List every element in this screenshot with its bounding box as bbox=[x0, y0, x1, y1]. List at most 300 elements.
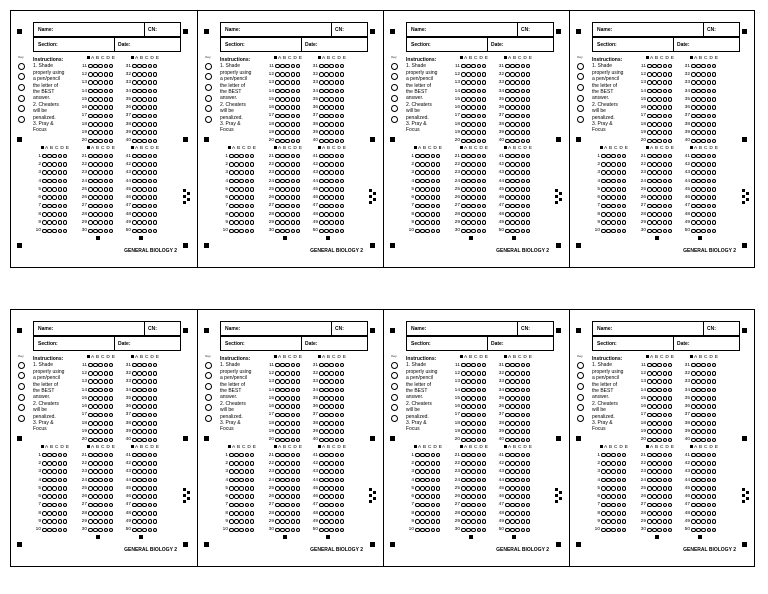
answer-bubble[interactable] bbox=[340, 97, 345, 102]
answer-bubble[interactable] bbox=[505, 503, 510, 508]
answer-bubble[interactable] bbox=[109, 64, 114, 69]
answer-bubble[interactable] bbox=[521, 421, 526, 426]
answer-bubble[interactable] bbox=[431, 519, 436, 524]
answer-bubble[interactable] bbox=[461, 519, 466, 524]
answer-bubble[interactable] bbox=[668, 371, 673, 376]
answer-bubble[interactable] bbox=[137, 97, 142, 102]
answer-bubble[interactable] bbox=[63, 229, 68, 234]
answer-bubble[interactable] bbox=[63, 162, 68, 167]
answer-bubble[interactable] bbox=[431, 162, 436, 167]
answer-bubble[interactable] bbox=[647, 64, 652, 69]
answer-bubble[interactable] bbox=[239, 195, 244, 200]
key-bubble[interactable] bbox=[18, 63, 25, 70]
answer-bubble[interactable] bbox=[148, 396, 153, 401]
answer-bubble[interactable] bbox=[510, 154, 515, 159]
answer-bubble[interactable] bbox=[461, 130, 466, 135]
answer-bubble[interactable] bbox=[647, 130, 652, 135]
answer-bubble[interactable] bbox=[521, 396, 526, 401]
answer-bubble[interactable] bbox=[436, 195, 441, 200]
answer-bubble[interactable] bbox=[340, 204, 345, 209]
answer-bubble[interactable] bbox=[657, 379, 662, 384]
answer-bubble[interactable] bbox=[234, 195, 239, 200]
answer-bubble[interactable] bbox=[663, 105, 668, 110]
answer-bubble[interactable] bbox=[280, 453, 285, 458]
answer-bubble[interactable] bbox=[663, 469, 668, 474]
answer-bubble[interactable] bbox=[239, 486, 244, 491]
answer-bubble[interactable] bbox=[132, 396, 137, 401]
answer-bubble[interactable] bbox=[324, 413, 329, 418]
answer-bubble[interactable] bbox=[98, 494, 103, 499]
answer-bubble[interactable] bbox=[617, 162, 622, 167]
answer-bubble[interactable] bbox=[132, 220, 137, 225]
answer-bubble[interactable] bbox=[647, 429, 652, 434]
answer-bubble[interactable] bbox=[466, 486, 471, 491]
answer-bubble[interactable] bbox=[88, 379, 93, 384]
answer-bubble[interactable] bbox=[132, 519, 137, 524]
answer-bubble[interactable] bbox=[425, 519, 430, 524]
answer-bubble[interactable] bbox=[505, 80, 510, 85]
answer-bubble[interactable] bbox=[63, 453, 68, 458]
answer-bubble[interactable] bbox=[691, 421, 696, 426]
answer-bubble[interactable] bbox=[229, 220, 234, 225]
answer-bubble[interactable] bbox=[229, 461, 234, 466]
answer-bubble[interactable] bbox=[477, 494, 482, 499]
key-bubble[interactable] bbox=[577, 84, 584, 91]
answer-bubble[interactable] bbox=[510, 204, 515, 209]
answer-bubble[interactable] bbox=[707, 461, 712, 466]
answer-bubble[interactable] bbox=[696, 494, 701, 499]
answer-bubble[interactable] bbox=[340, 64, 345, 69]
answer-bubble[interactable] bbox=[104, 122, 109, 127]
key-bubble[interactable] bbox=[205, 84, 212, 91]
answer-bubble[interactable] bbox=[617, 170, 622, 175]
answer-bubble[interactable] bbox=[505, 461, 510, 466]
answer-bubble[interactable] bbox=[285, 396, 290, 401]
answer-bubble[interactable] bbox=[104, 528, 109, 533]
answer-bubble[interactable] bbox=[657, 162, 662, 167]
answer-bubble[interactable] bbox=[515, 187, 520, 192]
answer-bubble[interactable] bbox=[431, 229, 436, 234]
answer-bubble[interactable] bbox=[280, 469, 285, 474]
answer-bubble[interactable] bbox=[471, 404, 476, 409]
answer-bubble[interactable] bbox=[329, 461, 334, 466]
answer-bubble[interactable] bbox=[652, 229, 657, 234]
answer-bubble[interactable] bbox=[663, 363, 668, 368]
answer-bubble[interactable] bbox=[296, 461, 301, 466]
answer-bubble[interactable] bbox=[132, 438, 137, 443]
answer-bubble[interactable] bbox=[93, 413, 98, 418]
answer-bubble[interactable] bbox=[275, 511, 280, 516]
answer-bubble[interactable] bbox=[663, 229, 668, 234]
answer-bubble[interactable] bbox=[461, 494, 466, 499]
answer-bubble[interactable] bbox=[42, 519, 47, 524]
answer-bubble[interactable] bbox=[329, 404, 334, 409]
answer-bubble[interactable] bbox=[461, 122, 466, 127]
answer-bubble[interactable] bbox=[425, 187, 430, 192]
answer-bubble[interactable] bbox=[526, 363, 531, 368]
answer-bubble[interactable] bbox=[42, 229, 47, 234]
answer-bubble[interactable] bbox=[137, 80, 142, 85]
answer-bubble[interactable] bbox=[510, 519, 515, 524]
answer-bubble[interactable] bbox=[471, 388, 476, 393]
answer-bubble[interactable] bbox=[477, 503, 482, 508]
answer-bubble[interactable] bbox=[335, 97, 340, 102]
answer-bubble[interactable] bbox=[510, 379, 515, 384]
answer-bubble[interactable] bbox=[285, 453, 290, 458]
answer-bubble[interactable] bbox=[296, 204, 301, 209]
answer-bubble[interactable] bbox=[335, 438, 340, 443]
answer-bubble[interactable] bbox=[505, 89, 510, 94]
answer-bubble[interactable] bbox=[461, 469, 466, 474]
answer-bubble[interactable] bbox=[109, 187, 114, 192]
answer-bubble[interactable] bbox=[657, 511, 662, 516]
answer-bubble[interactable] bbox=[617, 229, 622, 234]
answer-bubble[interactable] bbox=[606, 162, 611, 167]
answer-bubble[interactable] bbox=[482, 80, 487, 85]
answer-bubble[interactable] bbox=[601, 162, 606, 167]
answer-bubble[interactable] bbox=[712, 80, 717, 85]
answer-bubble[interactable] bbox=[647, 229, 652, 234]
answer-bubble[interactable] bbox=[285, 494, 290, 499]
answer-bubble[interactable] bbox=[47, 461, 52, 466]
answer-bubble[interactable] bbox=[482, 438, 487, 443]
answer-bubble[interactable] bbox=[510, 528, 515, 533]
answer-bubble[interactable] bbox=[471, 396, 476, 401]
answer-bubble[interactable] bbox=[477, 478, 482, 483]
answer-bubble[interactable] bbox=[132, 486, 137, 491]
answer-bubble[interactable] bbox=[275, 461, 280, 466]
answer-bubble[interactable] bbox=[691, 429, 696, 434]
answer-bubble[interactable] bbox=[93, 461, 98, 466]
answer-bubble[interactable] bbox=[229, 486, 234, 491]
answer-bubble[interactable] bbox=[132, 105, 137, 110]
answer-bubble[interactable] bbox=[132, 154, 137, 159]
answer-bubble[interactable] bbox=[691, 179, 696, 184]
answer-bubble[interactable] bbox=[521, 453, 526, 458]
answer-bubble[interactable] bbox=[335, 519, 340, 524]
answer-bubble[interactable] bbox=[52, 195, 57, 200]
key-bubble[interactable] bbox=[18, 73, 25, 80]
answer-bubble[interactable] bbox=[601, 195, 606, 200]
answer-bubble[interactable] bbox=[707, 363, 712, 368]
answer-bubble[interactable] bbox=[515, 519, 520, 524]
answer-bubble[interactable] bbox=[291, 97, 296, 102]
answer-bubble[interactable] bbox=[691, 438, 696, 443]
answer-bubble[interactable] bbox=[482, 122, 487, 127]
answer-bubble[interactable] bbox=[701, 72, 706, 77]
answer-bubble[interactable] bbox=[425, 154, 430, 159]
answer-bubble[interactable] bbox=[652, 486, 657, 491]
answer-bubble[interactable] bbox=[663, 204, 668, 209]
answer-bubble[interactable] bbox=[47, 494, 52, 499]
answer-bubble[interactable] bbox=[319, 229, 324, 234]
answer-bubble[interactable] bbox=[153, 469, 158, 474]
answer-bubble[interactable] bbox=[712, 453, 717, 458]
answer-bubble[interactable] bbox=[606, 528, 611, 533]
answer-bubble[interactable] bbox=[415, 453, 420, 458]
answer-bubble[interactable] bbox=[63, 170, 68, 175]
answer-bubble[interactable] bbox=[606, 212, 611, 217]
answer-bubble[interactable] bbox=[324, 114, 329, 119]
answer-bubble[interactable] bbox=[622, 179, 627, 184]
answer-bubble[interactable] bbox=[291, 413, 296, 418]
answer-bubble[interactable] bbox=[466, 396, 471, 401]
answer-bubble[interactable] bbox=[340, 179, 345, 184]
answer-bubble[interactable] bbox=[415, 229, 420, 234]
answer-bubble[interactable] bbox=[132, 187, 137, 192]
answer-bubble[interactable] bbox=[420, 170, 425, 175]
key-bubble[interactable] bbox=[18, 362, 25, 369]
answer-bubble[interactable] bbox=[285, 229, 290, 234]
key-bubble[interactable] bbox=[577, 394, 584, 401]
answer-bubble[interactable] bbox=[109, 72, 114, 77]
answer-bubble[interactable] bbox=[701, 438, 706, 443]
answer-bubble[interactable] bbox=[707, 89, 712, 94]
answer-bubble[interactable] bbox=[153, 105, 158, 110]
answer-bubble[interactable] bbox=[324, 122, 329, 127]
answer-bubble[interactable] bbox=[275, 220, 280, 225]
answer-bubble[interactable] bbox=[617, 511, 622, 516]
answer-bubble[interactable] bbox=[657, 139, 662, 144]
answer-bubble[interactable] bbox=[436, 170, 441, 175]
answer-bubble[interactable] bbox=[142, 80, 147, 85]
answer-bubble[interactable] bbox=[526, 195, 531, 200]
answer-bubble[interactable] bbox=[280, 519, 285, 524]
answer-bubble[interactable] bbox=[275, 130, 280, 135]
answer-bubble[interactable] bbox=[239, 187, 244, 192]
answer-bubble[interactable] bbox=[109, 363, 114, 368]
answer-bubble[interactable] bbox=[275, 519, 280, 524]
answer-bubble[interactable] bbox=[707, 80, 712, 85]
answer-bubble[interactable] bbox=[329, 80, 334, 85]
answer-bubble[interactable] bbox=[340, 114, 345, 119]
answer-bubble[interactable] bbox=[335, 511, 340, 516]
answer-bubble[interactable] bbox=[275, 105, 280, 110]
answer-bubble[interactable] bbox=[153, 528, 158, 533]
answer-bubble[interactable] bbox=[104, 469, 109, 474]
answer-bubble[interactable] bbox=[510, 212, 515, 217]
section-date-field[interactable] bbox=[592, 37, 740, 52]
answer-bubble[interactable] bbox=[148, 469, 153, 474]
answer-bubble[interactable] bbox=[250, 453, 255, 458]
answer-bubble[interactable] bbox=[132, 413, 137, 418]
answer-bubble[interactable] bbox=[461, 170, 466, 175]
answer-bubble[interactable] bbox=[93, 528, 98, 533]
answer-bubble[interactable] bbox=[526, 154, 531, 159]
answer-bubble[interactable] bbox=[652, 72, 657, 77]
answer-bubble[interactable] bbox=[701, 404, 706, 409]
answer-bubble[interactable] bbox=[239, 494, 244, 499]
answer-bubble[interactable] bbox=[707, 528, 712, 533]
answer-bubble[interactable] bbox=[52, 229, 57, 234]
answer-bubble[interactable] bbox=[652, 379, 657, 384]
answer-bubble[interactable] bbox=[477, 170, 482, 175]
answer-bubble[interactable] bbox=[296, 429, 301, 434]
answer-bubble[interactable] bbox=[104, 379, 109, 384]
answer-bubble[interactable] bbox=[291, 388, 296, 393]
answer-bubble[interactable] bbox=[415, 162, 420, 167]
answer-bubble[interactable] bbox=[58, 195, 63, 200]
answer-bubble[interactable] bbox=[691, 204, 696, 209]
key-bubble[interactable] bbox=[577, 63, 584, 70]
answer-bubble[interactable] bbox=[42, 453, 47, 458]
answer-bubble[interactable] bbox=[505, 162, 510, 167]
answer-bubble[interactable] bbox=[647, 105, 652, 110]
answer-bubble[interactable] bbox=[234, 469, 239, 474]
answer-bubble[interactable] bbox=[104, 139, 109, 144]
answer-bubble[interactable] bbox=[510, 486, 515, 491]
answer-bubble[interactable] bbox=[515, 220, 520, 225]
answer-bubble[interactable] bbox=[668, 179, 673, 184]
answer-bubble[interactable] bbox=[461, 503, 466, 508]
answer-bubble[interactable] bbox=[712, 97, 717, 102]
answer-bubble[interactable] bbox=[696, 519, 701, 524]
answer-bubble[interactable] bbox=[291, 195, 296, 200]
answer-bubble[interactable] bbox=[280, 220, 285, 225]
answer-bubble[interactable] bbox=[229, 528, 234, 533]
answer-bubble[interactable] bbox=[280, 195, 285, 200]
answer-bubble[interactable] bbox=[526, 379, 531, 384]
answer-bubble[interactable] bbox=[42, 469, 47, 474]
answer-bubble[interactable] bbox=[477, 371, 482, 376]
answer-bubble[interactable] bbox=[109, 130, 114, 135]
answer-bubble[interactable] bbox=[319, 429, 324, 434]
answer-bubble[interactable] bbox=[712, 220, 717, 225]
answer-bubble[interactable] bbox=[526, 404, 531, 409]
answer-bubble[interactable] bbox=[291, 421, 296, 426]
answer-bubble[interactable] bbox=[275, 379, 280, 384]
answer-bubble[interactable] bbox=[477, 413, 482, 418]
answer-bubble[interactable] bbox=[712, 212, 717, 217]
key-bubble[interactable] bbox=[577, 95, 584, 102]
answer-bubble[interactable] bbox=[340, 72, 345, 77]
answer-bubble[interactable] bbox=[319, 486, 324, 491]
answer-bubble[interactable] bbox=[280, 503, 285, 508]
answer-bubble[interactable] bbox=[291, 519, 296, 524]
answer-bubble[interactable] bbox=[477, 204, 482, 209]
key-bubble[interactable] bbox=[18, 383, 25, 390]
answer-bubble[interactable] bbox=[104, 396, 109, 401]
answer-bubble[interactable] bbox=[245, 461, 250, 466]
answer-bubble[interactable] bbox=[647, 494, 652, 499]
answer-bubble[interactable] bbox=[712, 413, 717, 418]
answer-bubble[interactable] bbox=[471, 72, 476, 77]
answer-bubble[interactable] bbox=[461, 64, 466, 69]
answer-bubble[interactable] bbox=[647, 453, 652, 458]
answer-bubble[interactable] bbox=[691, 469, 696, 474]
answer-bubble[interactable] bbox=[663, 162, 668, 167]
answer-bubble[interactable] bbox=[601, 519, 606, 524]
answer-bubble[interactable] bbox=[335, 421, 340, 426]
answer-bubble[interactable] bbox=[471, 195, 476, 200]
answer-bubble[interactable] bbox=[515, 429, 520, 434]
answer-bubble[interactable] bbox=[477, 97, 482, 102]
answer-bubble[interactable] bbox=[657, 97, 662, 102]
answer-bubble[interactable] bbox=[109, 229, 114, 234]
answer-bubble[interactable] bbox=[104, 170, 109, 175]
answer-bubble[interactable] bbox=[98, 396, 103, 401]
answer-bubble[interactable] bbox=[245, 519, 250, 524]
answer-bubble[interactable] bbox=[104, 429, 109, 434]
answer-bubble[interactable] bbox=[622, 486, 627, 491]
answer-bubble[interactable] bbox=[471, 139, 476, 144]
answer-bubble[interactable] bbox=[647, 503, 652, 508]
answer-bubble[interactable] bbox=[505, 421, 510, 426]
answer-bubble[interactable] bbox=[466, 212, 471, 217]
answer-bubble[interactable] bbox=[340, 494, 345, 499]
answer-bubble[interactable] bbox=[329, 388, 334, 393]
answer-bubble[interactable] bbox=[415, 204, 420, 209]
answer-bubble[interactable] bbox=[652, 64, 657, 69]
answer-bubble[interactable] bbox=[647, 170, 652, 175]
answer-bubble[interactable] bbox=[296, 519, 301, 524]
answer-bubble[interactable] bbox=[239, 503, 244, 508]
answer-bubble[interactable] bbox=[696, 105, 701, 110]
answer-bubble[interactable] bbox=[461, 105, 466, 110]
answer-bubble[interactable] bbox=[701, 220, 706, 225]
answer-bubble[interactable] bbox=[296, 195, 301, 200]
answer-bubble[interactable] bbox=[510, 503, 515, 508]
answer-bubble[interactable] bbox=[466, 511, 471, 516]
answer-bubble[interactable] bbox=[229, 179, 234, 184]
answer-bubble[interactable] bbox=[701, 453, 706, 458]
answer-bubble[interactable] bbox=[280, 122, 285, 127]
answer-bubble[interactable] bbox=[647, 187, 652, 192]
answer-bubble[interactable] bbox=[153, 80, 158, 85]
answer-bubble[interactable] bbox=[515, 64, 520, 69]
answer-bubble[interactable] bbox=[245, 478, 250, 483]
answer-bubble[interactable] bbox=[148, 130, 153, 135]
answer-bubble[interactable] bbox=[647, 461, 652, 466]
answer-bubble[interactable] bbox=[58, 220, 63, 225]
answer-bubble[interactable] bbox=[477, 105, 482, 110]
answer-bubble[interactable] bbox=[296, 162, 301, 167]
key-bubble[interactable] bbox=[577, 73, 584, 80]
answer-bubble[interactable] bbox=[707, 438, 712, 443]
answer-bubble[interactable] bbox=[521, 170, 526, 175]
answer-bubble[interactable] bbox=[148, 388, 153, 393]
answer-bubble[interactable] bbox=[98, 404, 103, 409]
answer-bubble[interactable] bbox=[285, 64, 290, 69]
answer-bubble[interactable] bbox=[663, 478, 668, 483]
answer-bubble[interactable] bbox=[515, 162, 520, 167]
answer-bubble[interactable] bbox=[425, 204, 430, 209]
answer-bubble[interactable] bbox=[663, 89, 668, 94]
answer-bubble[interactable] bbox=[657, 130, 662, 135]
answer-bubble[interactable] bbox=[335, 469, 340, 474]
answer-bubble[interactable] bbox=[88, 220, 93, 225]
answer-bubble[interactable] bbox=[52, 187, 57, 192]
answer-bubble[interactable] bbox=[63, 478, 68, 483]
answer-bubble[interactable] bbox=[296, 404, 301, 409]
answer-bubble[interactable] bbox=[98, 72, 103, 77]
answer-bubble[interactable] bbox=[291, 89, 296, 94]
answer-bubble[interactable] bbox=[285, 404, 290, 409]
answer-bubble[interactable] bbox=[104, 461, 109, 466]
answer-bubble[interactable] bbox=[340, 404, 345, 409]
answer-bubble[interactable] bbox=[521, 469, 526, 474]
answer-bubble[interactable] bbox=[696, 89, 701, 94]
answer-bubble[interactable] bbox=[335, 396, 340, 401]
answer-bubble[interactable] bbox=[712, 371, 717, 376]
answer-bubble[interactable] bbox=[319, 212, 324, 217]
answer-bubble[interactable] bbox=[477, 379, 482, 384]
answer-bubble[interactable] bbox=[606, 195, 611, 200]
answer-bubble[interactable] bbox=[652, 511, 657, 516]
answer-bubble[interactable] bbox=[691, 453, 696, 458]
key-bubble[interactable] bbox=[391, 372, 398, 379]
answer-bubble[interactable] bbox=[510, 461, 515, 466]
